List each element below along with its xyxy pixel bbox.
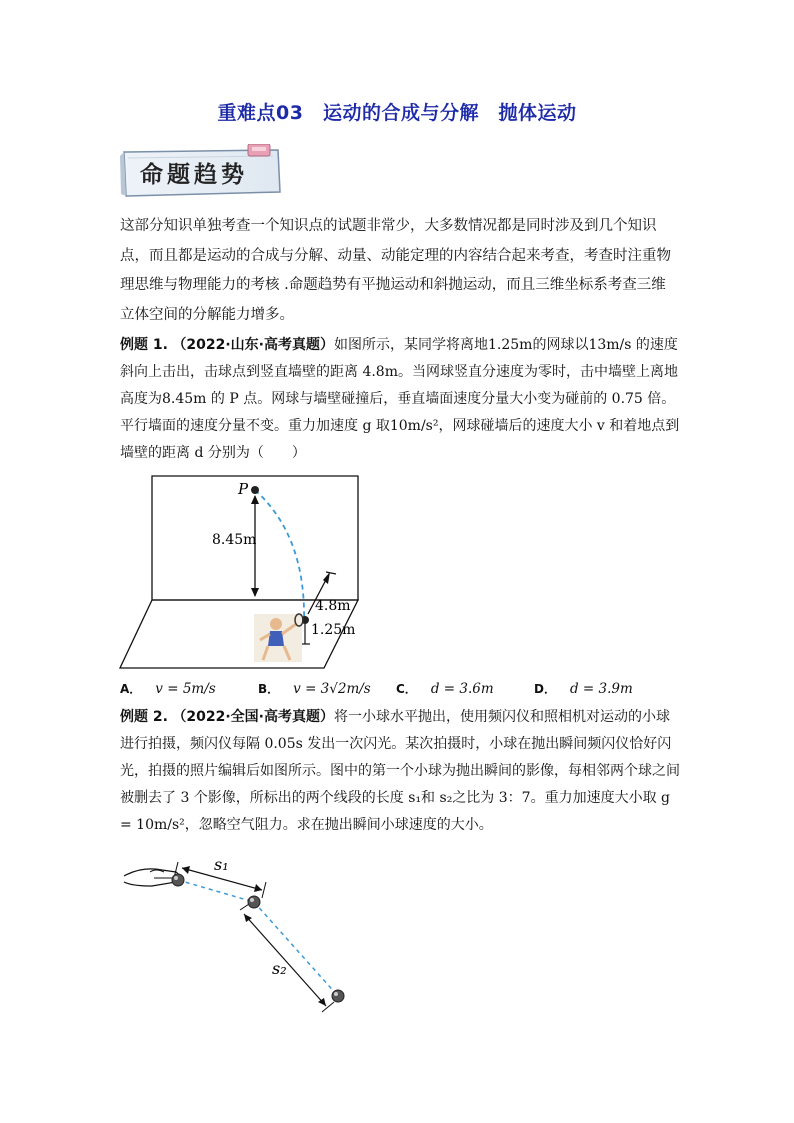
point-p-marker [251, 486, 259, 494]
hand-icon [124, 869, 179, 886]
option-a-text: v = 5m/s [155, 681, 216, 697]
intro-paragraph: 这部分知识单独考查一个知识点的试题非常少，大多数情况都是同时涉及到几个知识点，而且都是运动的合成与分解、动量、动能定理的内容结合起来考查，考查时注重物理思维与物理能力的考核 .命题趋势有平抛运动和斜抛运动，而且三维坐标系考查三维立体空间的分解能力增多。 [120, 218, 671, 323]
example2-body: 将一小球水平抛出，使用频闪仪和照相机对运动的小球进行拍摄，频闪仪每隔 0.05s 发出一次闪光。某次拍摄时，小球在抛出瞬间频闪仪恰好闪光，拍摄的照片编辑后如图所示。图中的第一个小球为抛出瞬间的影像，每相邻两个球之间被删去了 3 个影像，所标出的两个线段的长度 s₁和 s₂之比为 3：7。重力加速度大小取 g = 10m/s²，忽略空气阻力。求在抛出瞬间小球速度的大小。 [120, 709, 680, 833]
option-c-letter: C． [396, 682, 417, 696]
option-a-letter: A． [120, 682, 142, 696]
example1-text [120, 332, 680, 467]
label-h0: 1.25m [311, 622, 356, 638]
ball-3 [332, 990, 344, 1002]
example1-source: （2022·山东·高考真题） [172, 337, 334, 353]
label-s1: s₁ [214, 855, 229, 874]
example2-source: （2022·全国·高考真题） [172, 709, 334, 725]
dashed-segment-1 [178, 880, 254, 902]
projectile-figure [122, 852, 362, 1022]
option-c[interactable] [396, 680, 494, 697]
option-d-letter: D． [534, 682, 556, 696]
option-b-letter: B． [258, 682, 280, 696]
option-d-text: d = 3.9m [569, 681, 633, 697]
option-b-text: v = 3√2m/s [293, 681, 371, 697]
example1-body: 如图所示，某同学将离地1.25m的网球以13m/s 的速度斜向上击出，击球点到竖直墙壁的距离 4.8m。当网球竖直分速度为零时，击中墙壁上离地高度为8.45m 的 P 点。网球与墙壁碰撞后，垂直墙面速度分量大小变为碰前的 0.75 倍。平行墙面的速度分量不变。重力加速度 g 取10m/s²，网球碰墙后的速度大小 v 和着地点到墙壁的距离 d 分别为（ ） [120, 337, 680, 461]
player-icon [254, 614, 303, 662]
example2-text [120, 704, 680, 839]
ball-1 [172, 874, 184, 886]
option-a[interactable] [120, 680, 216, 697]
label-d: 4.8m [315, 598, 351, 614]
option-d[interactable] [534, 680, 633, 697]
label-s2: s₂ [272, 959, 287, 978]
example1-label: 例题 1. [120, 337, 168, 353]
label-p: P [238, 480, 249, 498]
option-c-text: d = 3.6m [430, 681, 494, 697]
ball-2 [248, 896, 260, 908]
option-b[interactable] [258, 680, 371, 697]
page-title: 重难点03 运动的合成与分解 抛体运动 [217, 102, 577, 124]
dashed-segment-2 [254, 902, 338, 996]
section-banner-text: 命题趋势 [140, 161, 248, 188]
trajectory-line [255, 490, 304, 622]
example2-label: 例题 2. [120, 709, 168, 725]
label-h: 8.45m [212, 532, 257, 548]
tennis-figure [118, 474, 398, 670]
